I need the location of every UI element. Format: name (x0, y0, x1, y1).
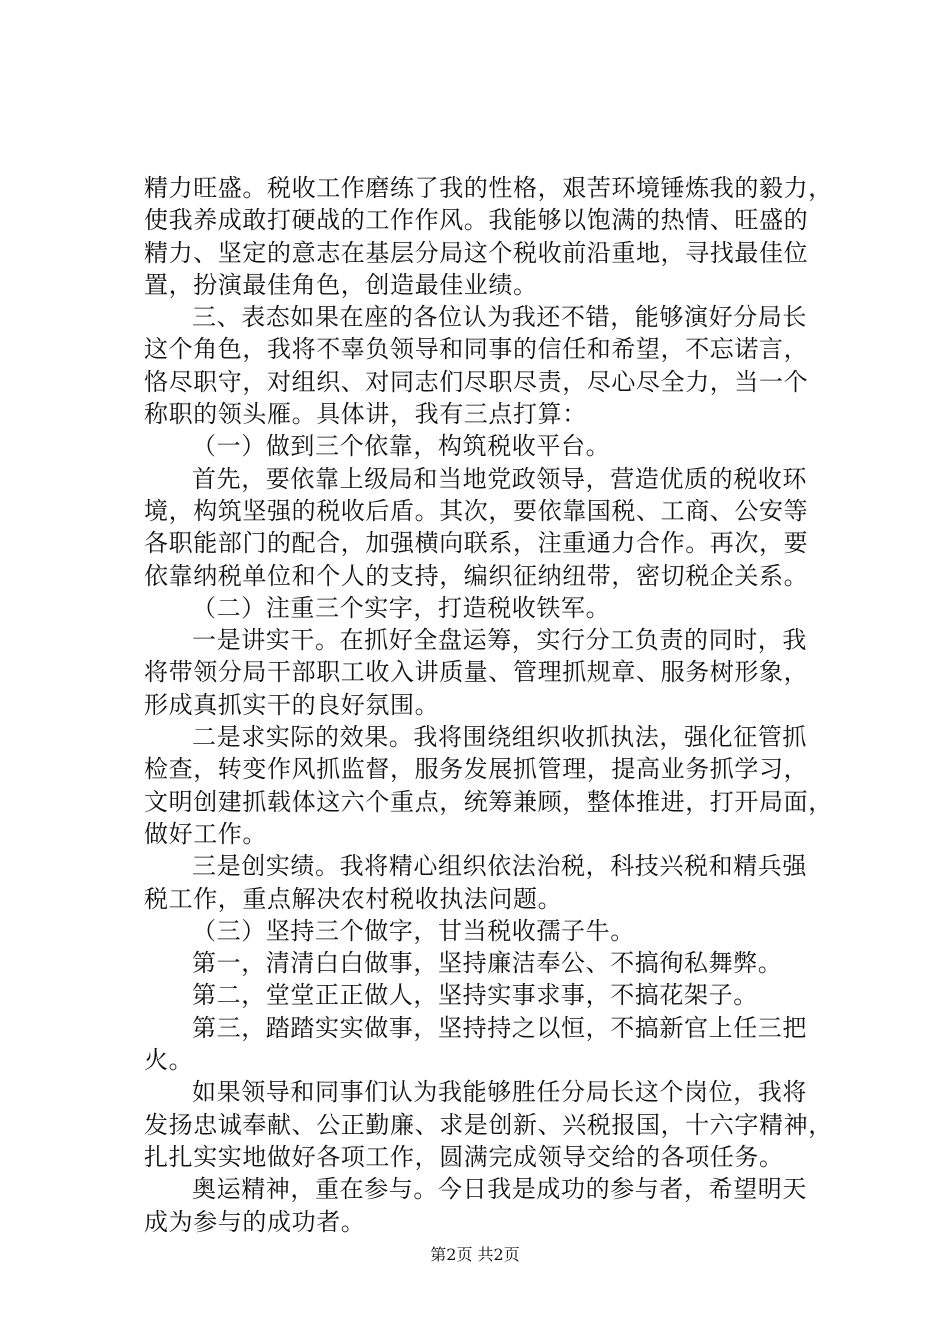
text-line: 使我养成敢打硬战的工作作风。我能够以饱满的热情、旺盛的 (144, 206, 809, 235)
text-line: 这个角色，我将不辜负领导和同事的信任和希望，不忘诺言， (144, 335, 809, 364)
text-line: 三、表态如果在座的各位认为我还不错，能够演好分局长 (192, 303, 807, 332)
page-footer: 第2页 共2页 (430, 1245, 520, 1264)
text-line: 称职的领头雁。具体讲，我有三点打算： (144, 400, 587, 429)
text-line: 依靠纳税单位和个人的支持，编织征纳纽带，密切税企关系。 (144, 561, 809, 590)
text-line: （一）做到三个依靠，构筑税收平台。 (192, 432, 611, 461)
text-line: 第一，清清白白做事，坚持廉洁奉公、不搞徇私舞弊。 (192, 949, 783, 978)
document-body (144, 172, 844, 1238)
text-line: 将带领分局干部职工收入讲质量、管理抓规章、服务树形象， (144, 658, 809, 687)
text-line: 恪尽职守，对组织、对同志们尽职尽责，尽心尽全力，当一个 (144, 367, 809, 396)
text-line: 精力、坚定的意志在基层分局这个税收前沿重地，寻找最佳位 (144, 238, 809, 267)
text-line: 二是求实际的效果。我将围绕组织收抓执法，强化征管抓 (192, 723, 807, 752)
text-line: 成为参与的成功者。 (144, 1207, 366, 1236)
text-line: 做好工作。 (144, 819, 267, 848)
text-line: 精力旺盛。税收工作磨练了我的性格，艰苦环境锤炼我的毅力， (144, 174, 833, 202)
text-line: 发扬忠诚奉献、公正勤廉、求是创新、兴税报国，十六字精神， (144, 1110, 833, 1139)
text-line: 火。 (144, 1046, 194, 1075)
text-line: 各职能部门的配合，加强横向联系，注重通力合作。再次，要 (144, 529, 809, 558)
text-line: 一是讲实干。在抓好全盘运筹，实行分工负责的同时，我 (192, 626, 807, 655)
text-line: 第三，踏踏实实做事，坚持持之以恒，不搞新官上任三把 (192, 1013, 807, 1042)
text-line: 三是创实绩。我将精心组织依法治税，科技兴税和精兵强 (192, 852, 807, 881)
text-line: 奥运精神，重在参与。今日我是成功的参与者，希望明天 (192, 1175, 807, 1204)
text-line: 扎扎实实地做好各项工作，圆满完成领导交给的各项任务。 (144, 1142, 784, 1171)
text-line: 文明创建抓载体这六个重点，统筹兼顾，整体推进，打开局面， (144, 787, 833, 816)
text-line: 税工作，重点解决农村税收执法问题。 (144, 884, 563, 913)
text-line: 如果领导和同事们认为我能够胜任分局长这个岗位，我将 (192, 1078, 807, 1107)
text-line: 检查，转变作风抓监督，服务发展抓管理，提高业务抓学习， (144, 755, 809, 784)
text-line: 首先，要依靠上级局和当地党政领导，营造优质的税收环 (192, 464, 807, 493)
text-line: （三）坚持三个做字，甘当税收孺子牛。 (192, 916, 635, 945)
text-line: 置，扮演最佳角色，创造最佳业绩。 (144, 270, 538, 299)
text-line: 境，构筑坚强的税收后盾。其次，要依靠国税、工商、公安等 (144, 496, 809, 525)
text-line: 第二，堂堂正正做人，坚持实事求事，不搞花架子。 (192, 981, 758, 1010)
text-line: 形成真抓实干的良好氛围。 (144, 690, 440, 719)
text-line: （二）注重三个实字，打造税收铁军。 (192, 593, 611, 622)
